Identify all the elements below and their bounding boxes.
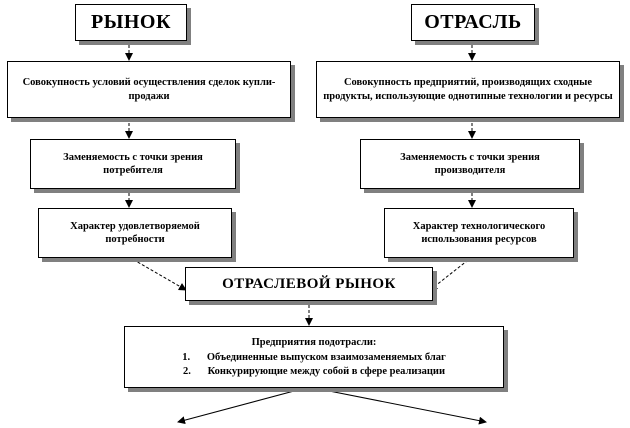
list-item-text: Конкурирующие между собой в сфере реализации xyxy=(207,365,446,377)
industry-market-box xyxy=(185,267,433,301)
producer-substitutability-box xyxy=(360,139,580,189)
producer-substitutability: Заменяемость с точки зрения производителя xyxy=(400,151,540,176)
industry-title: ОТРАСЛЬ xyxy=(424,11,522,33)
arrow-left-to-center xyxy=(129,257,186,290)
industry-market-title: ОТРАСЛЕВОЙ РЫНОК xyxy=(222,275,396,292)
industry-definition: Совокупность предприятий, производящих сходные продукты, использующие однотипные технологии и ресурсы xyxy=(323,77,613,102)
resource-usage: Характер технологического использования ресурсов xyxy=(412,220,546,245)
arrow-right-to-center xyxy=(430,257,472,290)
list-item-number: 1. xyxy=(182,352,191,364)
sub-industry-heading: Предприятия подотрасли: xyxy=(251,337,377,349)
market-title-box xyxy=(75,4,187,41)
consumer-substitutability-box xyxy=(30,139,236,189)
sub-industry-list xyxy=(182,351,446,377)
list-item-number: 2. xyxy=(182,365,191,377)
market-title: РЫНОК xyxy=(91,11,171,33)
consumer-substitutability: Заменяемость с точки зрения потребителя xyxy=(63,151,203,176)
list-item xyxy=(182,365,446,378)
list-item-text: Объединенные выпуском взаимозаменяемых благ xyxy=(206,352,446,364)
resource-usage-box xyxy=(384,208,574,258)
industry-title-box xyxy=(411,4,535,41)
arrow-bottom-right xyxy=(309,387,486,422)
market-definition-box xyxy=(7,61,291,118)
need-character-box xyxy=(38,208,232,258)
need-character: Характер удовлетворяемой потребности xyxy=(70,220,200,245)
sub-industry-box xyxy=(124,326,504,388)
industry-definition-box xyxy=(316,61,620,118)
list-item xyxy=(182,351,446,364)
arrow-bottom-left xyxy=(178,387,309,422)
market-definition: Совокупность условий осуществления сделок купли-продажи xyxy=(22,77,276,102)
